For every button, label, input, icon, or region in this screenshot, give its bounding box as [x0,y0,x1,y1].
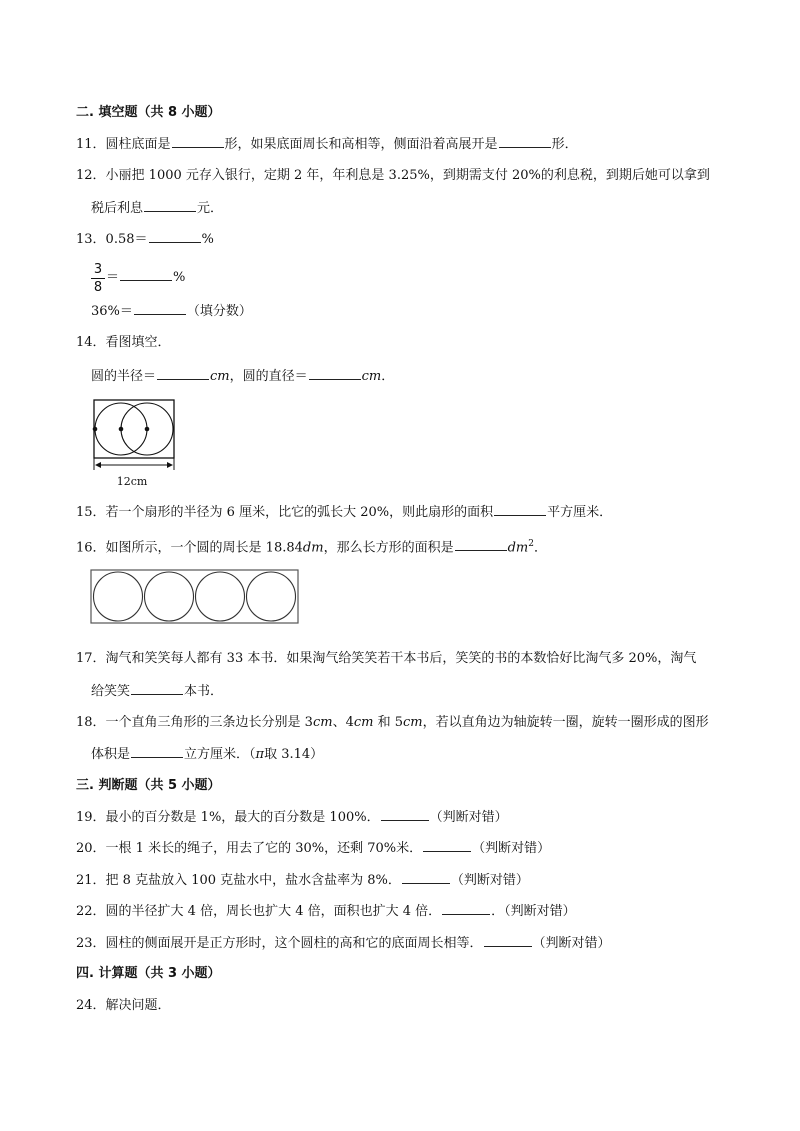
question-18-continued: 体积是 立方厘米．（π取 3.14） [91,747,324,762]
answer-blank[interactable] [144,199,196,212]
answer-blank[interactable] [402,871,450,884]
fraction-three-eighths [91,262,105,295]
figure-circle [196,572,245,621]
question-12: 12．小丽把 1000 元存入银行，定期 2 年，年利息是 3.25%，到期需支付 20%的利息税，到期后她可以拿到 [76,168,710,183]
fraction-numerator: 3 [93,262,103,277]
answer-blank[interactable] [442,902,490,915]
figure-rectangle [94,400,174,458]
question-13-part-3: 36%＝ （填分数） [91,304,252,319]
answer-blank[interactable] [423,839,471,852]
question-17-continued: 给笑笑 本书． [91,684,224,699]
figure-point [93,427,98,432]
circles-rectangle-figure [88,396,178,490]
dimension-label: 12cm [116,475,148,488]
question-21: 21．把 8 克盐放入 100 克盐水中，盐水含盐率为 8%． （判断对错） [76,873,529,888]
question-18: 18．一个直角三角形的三条边长分别是 3cm、4cm 和 5cm，若以直角边为轴旋转一圈，旋转一圈形成的图形 [76,715,709,730]
answer-blank[interactable] [309,367,361,380]
answer-blank[interactable] [131,682,183,695]
answer-blank[interactable] [172,135,224,148]
question-24: 24．解决问题． [76,998,171,1013]
figure-point [145,427,150,432]
answer-blank[interactable] [455,538,507,551]
section-heading-judge: 三. 判断题（共 5 小题） [76,778,221,793]
question-14-blanks: 圆的半径＝ cm，圆的直径＝ cm． [91,369,395,384]
question-14: 14．看图填空． [76,335,171,350]
figure-circle [145,572,194,621]
dimension-arrow-right [167,462,173,468]
question-22: 22．圆的半径扩大 4 倍，周长也扩大 4 倍，面积也扩大 4 倍． ．（判断对错） [76,904,576,919]
question-20: 20．一根 1 米长的绳子，用去了它的 30%，还剩 70%米． （判断对错） [76,841,551,856]
question-16: 16．如图所示，一个圆的周长是 18.84dm，那么长方形的面积是 $dm^2$． [76,539,547,556]
answer-blank[interactable] [120,268,172,281]
figure-point [119,427,124,432]
section-heading-fill: 二. 填空题（共 8 小题） [76,105,221,120]
question-19: 19．最小的百分数是 1%，最大的百分数是 100%． （判断对错） [76,810,508,825]
question-13-part-2: ＝ % [106,270,186,285]
fraction-bar [91,278,105,279]
answer-blank[interactable] [494,503,546,516]
figure-circle [247,572,296,621]
question-12-continued: 税后利息 元． [91,201,224,216]
dimension-arrow-left [95,462,101,468]
answer-blank[interactable] [131,745,183,758]
question-23: 23．圆柱的侧面展开是正方形时，这个圆柱的高和它的底面周长相等． （判断对错） [76,936,611,951]
four-circles-rectangle-figure [90,569,300,625]
answer-blank[interactable] [134,302,186,315]
answer-blank[interactable] [499,135,551,148]
answer-blank[interactable] [381,808,429,821]
question-11: 11．圆柱底面是 形，如果底面周长和高相等，侧面沿着高展开是 形． [76,137,578,152]
question-13: 13．0.58＝ % [76,232,214,247]
figure-circle [94,572,143,621]
question-17: 17．淘气和笑笑每人都有 33 本书．如果淘气给笑笑若干本书后，笑笑的书的本数恰好比淘气多 20%，淘气 [76,651,697,666]
section-heading-calc: 四. 计算题（共 3 小题） [76,966,221,981]
question-15: 15．若一个扇形的半径为 6 厘米，比它的弧长大 20%，则此扇形的面积 平方厘米． [76,505,613,520]
answer-blank[interactable] [149,230,201,243]
answer-blank[interactable] [157,367,209,380]
answer-blank[interactable] [484,934,532,947]
figure-rectangle [91,570,298,623]
fraction-denominator: 8 [93,280,103,295]
